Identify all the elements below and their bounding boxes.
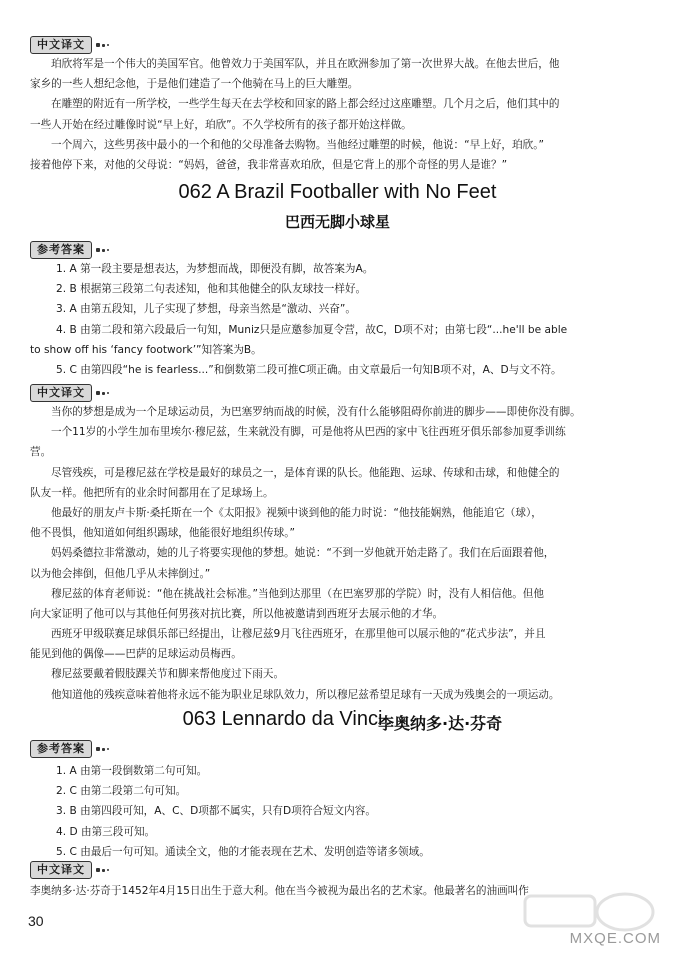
text-line: 向大家证明了他可以与其他任何男孩对抗比赛，所以他被邀请到西班牙去展示他的才华。 (30, 607, 444, 620)
text-line: 在雕塑的附近有一所学校，一些学生每天在去学校和回家的路上都会经过这座雕塑。几个月之后，他们其中的 (51, 98, 560, 111)
text-line: 珀欣将军是一个伟大的美国军官。他曾效力于美国军队，并且在欧洲参加了第一次世界大战。在他去世后，他 (51, 58, 560, 70)
answer-item: 2. B 根据第三段第二句表述知，他和其他健全的队友球技一样好。 (56, 283, 367, 296)
text-line: 接着他停下来，对他的父母说：“妈妈，爸爸，我非常喜欢珀欣，但是它背上的那个奇怪的男人是谁？” (30, 158, 508, 171)
text-line: 他最好的朋友卢卡斯·桑托斯在一个《太阳报》视频中谈到他的能力时说：“他技能娴熟，他能追它（球）， (51, 506, 542, 519)
badge-dots-icon (96, 43, 109, 47)
page-number: 30 (28, 913, 44, 929)
answers-list-063 (30, 761, 642, 862)
answers-badge (30, 740, 109, 758)
text-line: 他不畏惧，他知道如何组织踢球，他能很好地组织传球。” (30, 527, 296, 540)
answer-item: 3. B 由第四段可知，A、C、D项都不属实，只有D项符合短文内容。 (56, 805, 376, 818)
text-line: 尽管残疾，可是穆尼兹在学校是最好的球员之一，是体育课的队长。他能跑、运球、传球和击球，和他健全的 (51, 466, 560, 479)
text-line: 妈妈桑德拉非常激动，她的儿子将要实现他的梦想。她说：“不到一岁他就开始走路了。我们在后面跟着他， (51, 547, 555, 560)
text-line: 当你的梦想是成为一个足球运动员，为巴塞罗纳而战的时候，没有什么能够阻碍你前进的脚步——即使你没有脚。 (51, 406, 581, 418)
text-line: 营。 (30, 446, 52, 459)
answer-item: to show off his ‘fancy footwork’”知答案为B。 (30, 343, 262, 356)
translation-badge (30, 861, 109, 879)
text-line: 穆尼兹的体育老师说：“他在挑战社会标准。”当他到达那里（在巴塞罗那的学院）时，没有人相信他。但他 (51, 587, 544, 600)
answer-item: 5. C 由最后一句可知。通读全文，他的才能表现在艺术、发明创造等诸多领域。 (56, 845, 430, 858)
answer-item: 4. B 由第二段和第六段最后一句知，Muniz只是应邀参加夏令营，故C，D项不对；由第七段“...he'll be able (56, 323, 568, 336)
text-line: 家乡的一些人想纪念他，于是他们建造了一个他骑在马上的巨大雕塑。 (30, 78, 359, 91)
badge-label: 中文译文 (30, 384, 92, 402)
translation-paragraphs-0 (30, 54, 642, 175)
section-subtitle-063: 李奥纳多·达·芬奇 (378, 714, 503, 733)
badge-label: 中文译文 (30, 36, 92, 54)
translation-paragraphs-062 (30, 402, 642, 705)
badge-dots-icon (96, 868, 109, 872)
translation-badge (30, 384, 109, 402)
badge-dots-icon (96, 248, 109, 252)
answer-item: 1. A 第一段主要是想表达，为梦想而战，即便没有脚，故答案为A。 (56, 263, 374, 275)
text-line: 李奥纳多·达·芬奇于1452年4月15日出生于意大利。他在当今被视为最出名的艺术家。他最著名的油画叫作 (30, 885, 529, 897)
translation-badge (30, 36, 109, 54)
section-subtitle-062: 巴西无脚小球星 (284, 213, 390, 231)
watermark-text: MXQE.COM (569, 930, 661, 947)
answers-list-062 (30, 259, 642, 380)
badge-label: 参考答案 (30, 740, 92, 758)
text-line: 西班牙甲级联赛足球俱乐部已经提出，让穆尼兹9月飞往西班牙，在那里他可以展示他的“花式步法”，并且 (51, 628, 546, 641)
text-line: 一个11岁的小学生加布里埃尔·穆尼兹，生来就没有脚，可是他将从巴西的家中飞往西班牙俱乐部参加夏季训练 (51, 426, 566, 439)
section-title-062: 062 A Brazil Footballer with No Feet (178, 181, 497, 203)
answer-item: 2. C 由第二段第二句可知。 (56, 785, 187, 798)
answer-item: 5. C 由第四段“he is fearless...”和倒数第二段可推C项正确。由文章最后一句知B项不对，A、D与文不符。 (56, 363, 562, 376)
answers-badge (30, 241, 109, 259)
text-line: 穆尼兹要戴着假肢踝关节和脚来帮他度过下雨天。 (51, 668, 285, 681)
answer-item: 1. A 由第一段倒数第二句可知。 (56, 765, 208, 777)
text-line: 以为他会摔倒，但他几乎从未摔倒过。” (30, 567, 211, 580)
answer-item: 3. A 由第五段知，儿子实现了梦想，母亲当然是“激动、兴奋”。 (56, 303, 356, 316)
badge-dots-icon (96, 747, 109, 751)
text-line: 他知道他的残疾意味着他将永远不能为职业足球队效力，所以穆尼兹希望足球有一天成为残奥会的一项运动。 (51, 688, 560, 701)
badge-label: 中文译文 (30, 861, 92, 879)
badge-label: 参考答案 (30, 241, 92, 259)
answer-item: 4. D 由第三段可知。 (56, 825, 156, 838)
text-line: 一个周六，这些男孩中最小的一个和他的父母准备去购物。当他经过雕塑的时候，他说：“早上好，珀欣。” (51, 138, 544, 151)
section-title-063: 063 Lennardo da Vinci (182, 708, 383, 730)
text-line: 一些人开始在经过雕像时说“早上好，珀欣”。不久学校所有的孩子都开始这样做。 (30, 118, 412, 131)
badge-dots-icon (96, 391, 109, 395)
text-line: 队友一样。他把所有的业余时间都用在了足球场上。 (30, 486, 274, 499)
text-line: 能见到他的偶像——巴萨的足球运动员梅西。 (30, 648, 242, 661)
